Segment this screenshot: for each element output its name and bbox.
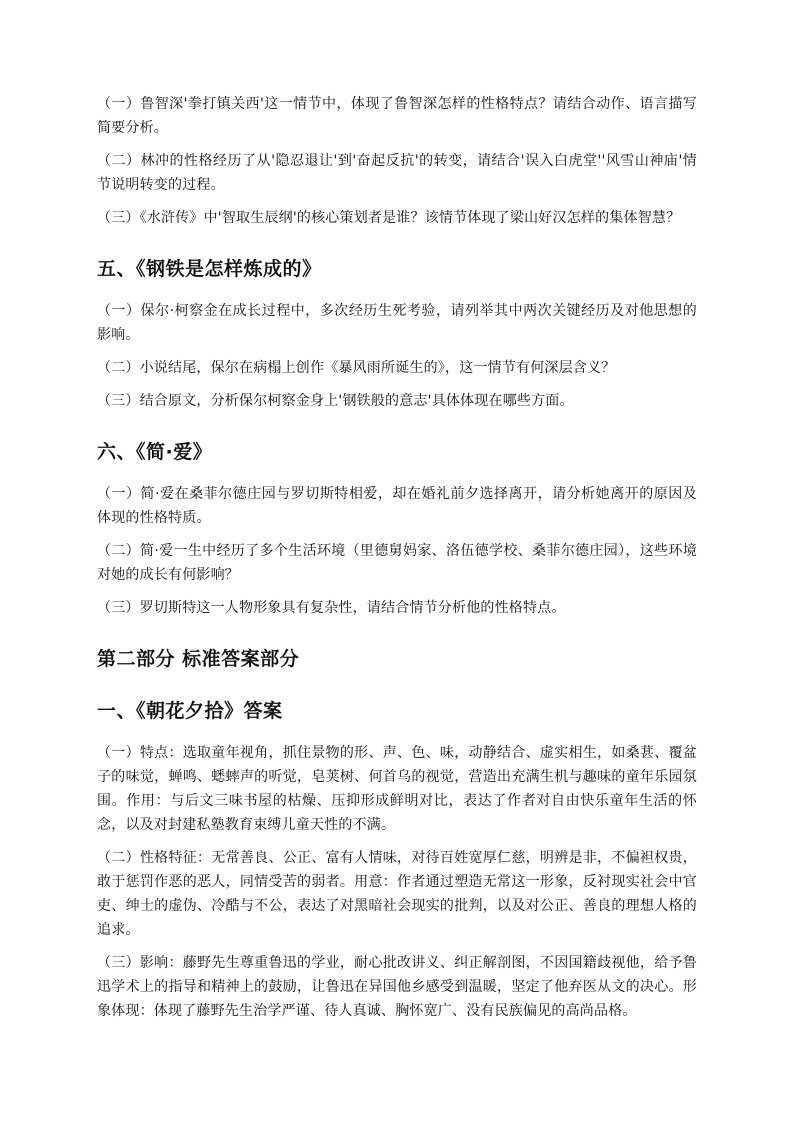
answer-1-2: （二）性格特征：无常善良、公正、富有人情味，对待百姓宽厚仁慈，明辨是非，不偏袒权贵，敢于惩罚作恶的恶人，同情受苦的弱者。用意：作者通过塑造无常这一形象，反衬现实社会中官吏、绅士的虚伪、冷酷与不公，表达了对黑暗社会现实的批判，以及对公正、善良的理想人格的追求。 bbox=[97, 850, 697, 938]
question-4-2: （二）林冲的性格经历了从'隐忍退让'到'奋起反抗'的转变，请结合'误入白虎堂''风雪山神庙'情节说明转变的过程。 bbox=[97, 153, 697, 193]
section-5-heading: 五、《钢铁是怎样炼成的》 bbox=[97, 258, 322, 280]
question-4-3: （三）《水浒传》中'智取生辰纲'的核心策划者是谁？该情节体现了梁山好汉怎样的集体智慧？ bbox=[97, 210, 681, 226]
answer-1-3: （三）影响：藤野先生尊重鲁迅的学业，耐心批改讲义、纠正解剖图，不因国籍歧视他，给予鲁迅学术上的指导和精神上的鼓励，让鲁迅在异国他乡感受到温暖，坚定了他弃医从文的决心。形象体现：体现了藤野先生治学严谨、待人真诚、胸怀宽广、没有民族偏见的高尚品格。 bbox=[97, 955, 697, 1019]
question-6-3: （三）罗切斯特这一人物形象具有复杂性，请结合情节分析他的性格特点。 bbox=[97, 600, 566, 616]
question-4-1: （一）鲁智深'拳打镇关西'这一情节中，体现了鲁智深怎样的性格特点？请结合动作、语言描写简要分析。 bbox=[97, 96, 697, 136]
question-5-3: （三）结合原文，分析保尔柯察金身上'钢铁般的意志'具体体现在哪些方面。 bbox=[97, 393, 574, 409]
answers-1-heading: 一、《朝花夕拾》答案 bbox=[97, 700, 283, 722]
answer-1-1: （一）特点：选取童年视角，抓住景物的形、声、色、味，动静结合、虚实相生，如桑葚、覆盆子的味觉，蝉鸣、蟋蟀声的听觉，皂荚树、何首乌的视觉，营造出充满生机与趣味的童年乐园氛围。作用：与后文三味书屋的枯燥、压抑形成鲜明对比，表达了作者对自由快乐童年生活的怀念，以及对封建私塾教育束缚儿童天性的不满。 bbox=[97, 745, 697, 833]
section-6-heading: 六、《简·爱》 bbox=[97, 441, 213, 463]
question-6-2: （二）简·爱一生中经历了多个生活环境（里德舅妈家、洛伍德学校、桑菲尔德庄园），这些环境对她的成长有何影响？ bbox=[97, 543, 697, 583]
question-6-1: （一）简·爱在桑菲尔德庄园与罗切斯特相爱，却在婚礼前夕选择离开，请分析她离开的原因及体现的性格特质。 bbox=[97, 486, 697, 526]
document-content bbox=[97, 92, 697, 1023]
question-5-2: （二）小说结尾，保尔在病榻上创作《暴风雨所诞生的》，这一情节有何深层含义？ bbox=[97, 360, 616, 376]
part-2-heading: 第二部分 标准答案部分 bbox=[97, 648, 300, 670]
question-5-1: （一）保尔·柯察金在成长过程中，多次经历生死考验，请列举其中两次关键经历及对他思想的影响。 bbox=[97, 303, 697, 343]
